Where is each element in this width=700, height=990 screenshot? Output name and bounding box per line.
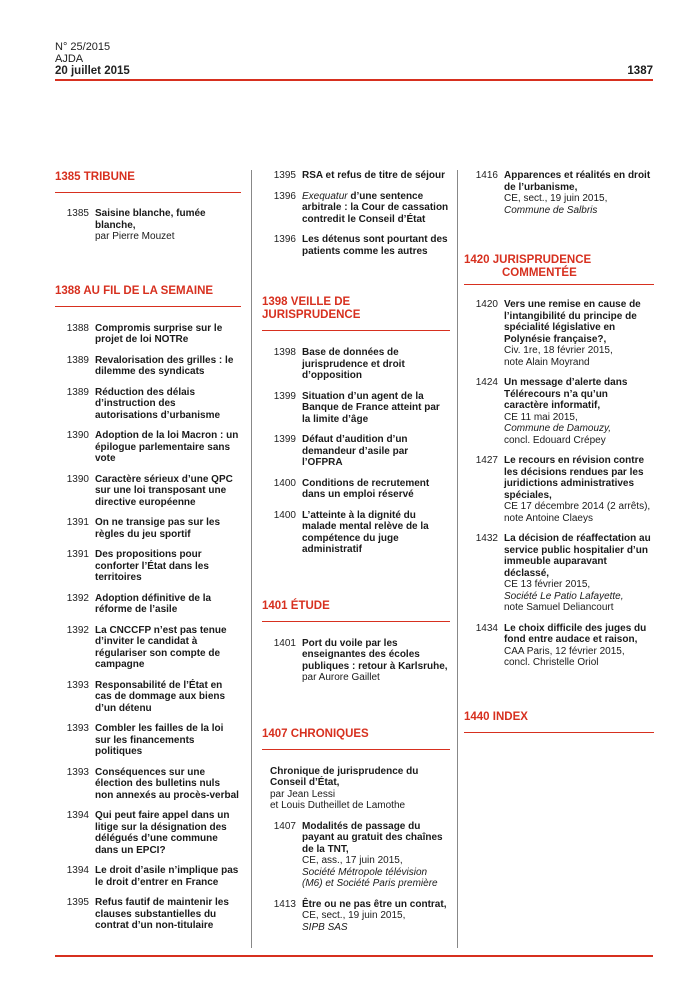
toc-entry[interactable] (55, 767, 241, 802)
toc-entry[interactable] (55, 865, 241, 888)
toc-entry[interactable] (464, 377, 654, 446)
entry-title: Combler les failles de la loi sur les financements politiques (95, 723, 224, 757)
entry-page: 1427 (475, 455, 498, 466)
entry-page: 1394 (66, 865, 89, 876)
toc-entry[interactable] (55, 208, 241, 243)
entry-page: 1396 (273, 190, 296, 202)
heading-line: COMMENTÉE (502, 267, 577, 279)
entry-reference: CE 13 février 2015, (504, 579, 591, 590)
entry-page: 1399 (273, 390, 296, 402)
section-rule (262, 749, 450, 750)
entry-reference: CE, sect., 19 juin 2015, (302, 910, 406, 921)
entry-title: Compromis surprise sur le projet de loi NOTRe (95, 322, 223, 345)
entry-title: Port du voile par les enseignantes des écoles publiques : retour à Karlsruhe, (302, 637, 448, 672)
entry-note: note Antoine Claeys (504, 512, 593, 524)
toc-entry[interactable] (262, 347, 450, 382)
entry-title: Saisine blanche, fumée blanche, (95, 208, 206, 231)
section-heading-index[interactable]: 1440 INDEX (464, 710, 528, 723)
entry-title: On ne transige pas sur les règles du jeu sportif (95, 517, 221, 540)
toc-entry[interactable] (262, 510, 450, 556)
entry-page: 1401 (273, 637, 296, 649)
entry-author: par Pierre Mouzet (95, 231, 175, 242)
entry-page: 1432 (475, 533, 498, 544)
entry-page: 1392 (66, 592, 89, 604)
entry-title: Défaut d’audition d’un demandeur d’asile par l’OFPRA (302, 434, 409, 468)
entry-page: 1416 (475, 170, 498, 181)
section-heading-commentee (464, 254, 654, 280)
entry-title: La décision de réaffectation au service public hospitalier d’un immeuble auparavant déclassé, (504, 533, 651, 579)
entry-page: 1395 (273, 170, 296, 181)
entry-title: Base de données de jurisprudence et droit d’opposition (302, 347, 405, 381)
section-heading-etude: 1401 ÉTUDE (262, 599, 330, 612)
entry-title: La CNCCFP n’est pas tenue d’inviter le candidat à régulariser son compte de campagne (95, 624, 227, 670)
column-3 (464, 165, 654, 733)
journal-name: AJDA (55, 53, 84, 65)
section-rule (55, 192, 241, 193)
entry-title: Conditions de recrutement dans un emploi réservé (302, 477, 430, 500)
entry-title: Réduction des délais d’instruction des autorisations d’urbanisme (95, 386, 221, 421)
issue-date: 20 juillet 2015 (55, 65, 130, 77)
entry-case-name: Commune de Damouzy, (504, 423, 612, 434)
entry-title: Qui peut faire appel dans un litige sur la désignation des délégués d’une commune dans un EPCI? (95, 810, 230, 856)
column-1 (55, 165, 241, 932)
entry-page: 1400 (273, 509, 296, 521)
entry-page: 1388 (66, 322, 89, 334)
toc-entry[interactable] (464, 623, 654, 669)
toc-entry[interactable] (55, 549, 241, 584)
toc-entry[interactable] (262, 821, 450, 890)
entry-page: 1391 (66, 517, 89, 528)
entry-reference: CE 11 mai 2015, (504, 411, 578, 423)
entry-title: Refus fautif de maintenir les clauses substantielles du contrat d’un non-titulaire (95, 897, 229, 931)
entry-page: 1393 (66, 723, 89, 734)
toc-entry[interactable] (262, 170, 450, 182)
entry-author: et Louis Dutheillet de Lamothe (270, 800, 406, 811)
column-divider (251, 170, 252, 948)
column-2 (262, 165, 450, 933)
toc-entry[interactable] (262, 899, 450, 934)
toc-entry[interactable] (55, 430, 241, 465)
entry-page: 1394 (66, 810, 89, 821)
toc-entry[interactable] (55, 680, 241, 715)
entry-title: Revalorisation des grilles : le dilemme des syndicats (95, 354, 234, 377)
entry-page: 1400 (273, 477, 296, 489)
entry-page: 1389 (66, 386, 89, 398)
page-number: 1387 (627, 65, 653, 77)
entry-title: Le droit d’asile n’implique pas le droit d’entrer en France (95, 865, 239, 888)
entry-page: 1395 (66, 897, 89, 908)
entry-reference: CE, ass., 17 juin 2015, (302, 855, 403, 866)
entry-page: 1398 (273, 347, 296, 358)
page-header (55, 41, 653, 77)
toc-entry[interactable] (55, 517, 241, 540)
section-rule (262, 621, 450, 622)
toc-entry[interactable] (464, 299, 654, 368)
entry-page: 1407 (273, 820, 296, 832)
toc-entry[interactable] (262, 478, 450, 501)
entry-title: Conséquences sur une élection des bulletins nuls non annexés au procès-verbal (95, 766, 239, 801)
entry-page: 1391 (66, 549, 89, 560)
toc-entry[interactable] (55, 323, 241, 346)
section-heading-veille: 1398 VEILLE DE JURISPRUDENCE (262, 296, 361, 321)
entry-title: Le choix difficile des juges du fond entre audace et raison, (504, 622, 647, 645)
section-rule (464, 732, 654, 733)
section-heading-tribune: 1385 TRIBUNE (55, 171, 135, 183)
entry-page: 1390 (66, 430, 89, 441)
heading-line: 1420 JURISPRUDENCE (464, 254, 592, 266)
toc-entry[interactable] (262, 391, 450, 426)
section-rule (55, 306, 241, 307)
entry-page: 1389 (66, 354, 89, 366)
entry-title: Adoption définitive de la réforme de l’asile (95, 592, 212, 615)
entry-page: 1393 (66, 679, 89, 691)
entry-page: 1413 (273, 898, 296, 910)
toc-entry[interactable] (55, 387, 241, 422)
entry-note: note Samuel Deliancourt (504, 602, 614, 613)
toc-entry[interactable] (55, 474, 241, 509)
entry-case-name: Société Le Patio Lafayette, (504, 590, 624, 602)
entry-title: Les détenus sont pourtant des patients comme les autres (302, 234, 448, 257)
entry-author: par Aurore Gaillet (302, 672, 380, 683)
entry-page: 1385 (66, 208, 89, 219)
entry-title: Situation d’un agent de la Banque de France atteint par la limite d’âge (302, 390, 440, 425)
entry-title: Apparences et réalités en droit de l’urbanisme, (504, 170, 651, 193)
issue-number: N° 25/2015 (55, 41, 111, 53)
entry-title (302, 191, 450, 226)
entry-page: 1424 (475, 377, 498, 388)
entry-page: 1390 (66, 473, 89, 485)
entry-title: Être ou ne pas être un contrat, (302, 898, 447, 910)
toc-entry[interactable] (55, 625, 241, 671)
section-rule (464, 284, 654, 285)
entry-title: RSA et refus de titre de séjour (302, 170, 445, 181)
toc-entry[interactable] (55, 355, 241, 378)
entry-title: L’atteinte à la dignité du malade mental relève de la compétence du juge administratif (302, 509, 429, 555)
entry-case-name: Société Métropole télévision (M6) et Société Paris première (302, 866, 438, 889)
footer-rule (55, 955, 653, 957)
entry-title-rest: d’une sentence arbitrale : la Cour de cassation contredit le Conseil d’État (302, 190, 449, 225)
toc-entry[interactable] (262, 191, 450, 226)
chronicle-intro[interactable] (262, 766, 450, 812)
toc-entry[interactable] (262, 638, 450, 684)
toc-entry[interactable] (464, 170, 654, 216)
toc-entry[interactable] (55, 810, 241, 856)
entry-note: concl. Edouard Crépey (504, 434, 606, 446)
toc-entry[interactable] (464, 533, 654, 614)
toc-entry[interactable] (55, 897, 241, 932)
entry-note: note Alain Moyrand (504, 356, 590, 368)
entry-page: 1434 (475, 622, 498, 634)
entry-reference: CAA Paris, 12 février 2015, (504, 645, 625, 657)
entry-reference: Civ. 1re, 18 février 2015, (504, 345, 613, 356)
toc-entry[interactable] (262, 434, 450, 469)
entry-title: Modalités de passage du payant au gratuit des chaînes de la TNT, (302, 820, 443, 855)
entry-title: Adoption de la loi Macron : un épilogue parlementaire sans vote (95, 430, 239, 464)
toc-entry[interactable] (464, 455, 654, 524)
entry-title-italic: Exequatur (302, 190, 348, 202)
entry-title: Caractère sérieux d’une QPC sur une loi transposant une directive européenne (95, 473, 233, 508)
toc-entry[interactable] (55, 593, 241, 616)
entry-title: Vers une remise en cause de l’intangibilité du principe de spécialité législative en Polynésie française?, (504, 299, 641, 345)
column-divider (457, 170, 458, 948)
entry-page: 1392 (66, 624, 89, 636)
header-rule (55, 79, 653, 81)
entry-reference: CE 17 décembre 2014 (2 arrêts), (504, 501, 651, 512)
entry-page: 1399 (273, 434, 296, 445)
entry-title: Des propositions pour conforter l’État dans les territoires (95, 549, 209, 583)
entry-title: Responsabilité de l’État en cas de dommage aux biens d’un détenu (95, 679, 226, 714)
toc-entry[interactable] (55, 723, 241, 758)
section-heading-semaine: 1388 AU FIL DE LA SEMAINE (55, 284, 214, 297)
entry-title: Le recours en révision contre les décisions rendues par les juridictions administratives spéciales, (504, 455, 645, 501)
entry-case-name: Commune de Salbris (504, 204, 598, 216)
entry-title: Un message d’alerte dans Télérecours n’a qu’un caractère informatif, (504, 377, 628, 411)
entry-page: 1420 (475, 299, 498, 310)
section-rule (262, 330, 450, 331)
toc-entry[interactable] (262, 234, 450, 257)
entry-page: 1393 (66, 766, 89, 778)
entry-author: par Jean Lessi (270, 788, 336, 800)
entry-reference: CE, sect., 19 juin 2015, (504, 193, 608, 204)
entry-page: 1396 (273, 234, 296, 245)
entry-case-name: SIPB SAS (302, 921, 348, 933)
entry-note: concl. Christelle Oriol (504, 657, 599, 668)
entry-title: Chronique de jurisprudence du Conseil d’État, (270, 765, 419, 788)
section-heading-chroniques: 1407 CHRONIQUES (262, 727, 369, 740)
